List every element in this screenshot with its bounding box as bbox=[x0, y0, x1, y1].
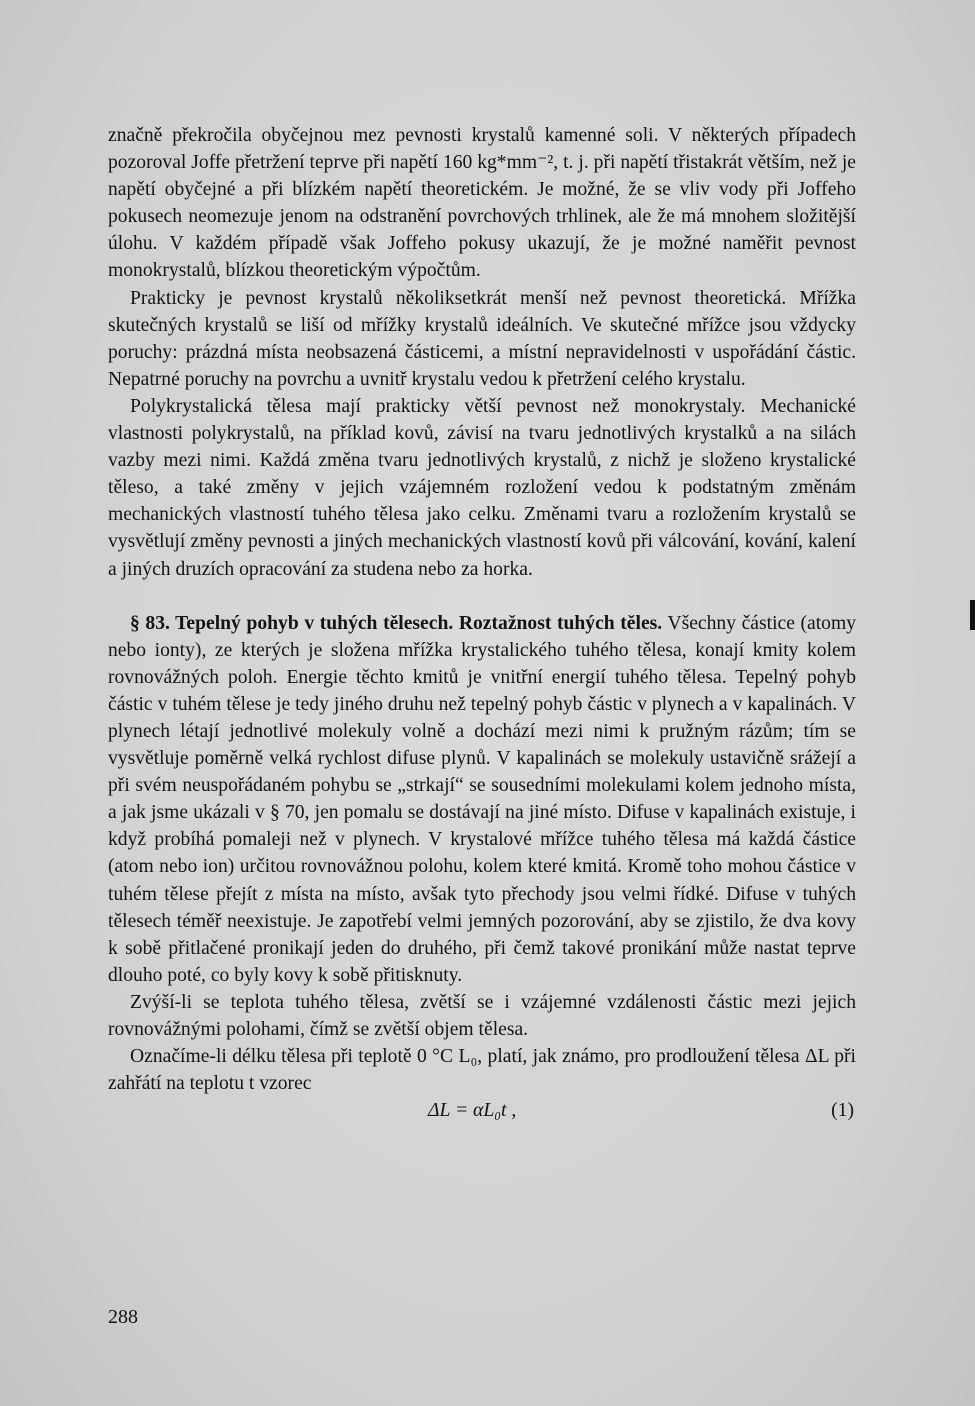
scan-edge-mark bbox=[970, 600, 975, 630]
equation-1 bbox=[108, 1097, 856, 1124]
page-number: 288 bbox=[108, 1306, 138, 1328]
section-body: Všechny částice (atomy nebo ionty), ze kterých je složena mřížka krystalického tuhého tělesa, konají kmity kolem rovnovážných poloh. Energie těchto kmitů je vnitřní energií tuhého tělesa. Tepelný pohyb částic v tuhém tělese je tedy jiného druhu než tepelný pohyb částic v plynech a v kapalinách. V plynech létají jednotlivé molekuly volně a dochází mezi nimi k pružným rázům; tím se vysvětluje poměrně velká rychlost difuse plynů. V kapalinách se molekuly ustavičně srážejí a při svém neuspořádaném pohybu se „strkají“ se sousedními molekulami kolem jednoho místa, a jak jsme ukázali v § 70, jen pomalu se dostávají na jiné místo. Difuse v kapalinách existuje, i když probíhá pomaleji než v plynech. V krystalové mřížce tuhého tělesa má každá částice (atom nebo ion) určitou rovnovážnou polohu, kolem které kmitá. Kromě toho mohou částice v tuhém tělese přejít z místa na místo, avšak tyto přechody jsou velmi řídké. Difuse v tuhých tělesech téměř neexistuje. Je zapotřebí velmi jemných pozorování, aby se zjistilo, že dva kovy k sobě přitlačené pronikají jeden do druhého, při čemž takové pronikání může nastat teprve dlouho poté, co byly kovy k sobě přitisknuty. bbox=[108, 612, 857, 986]
paragraph-heat: Zvýší-li se teplota tuhého tělesa, zvětší se i vzájemné vzdálenosti částic mezi jejich rovnovážnými polohami, čímž se zvětší objem tělesa. bbox=[108, 991, 856, 1040]
body-text bbox=[108, 122, 856, 1124]
paragraph-1: značně překročila obyčejnou mez pevnosti krystalů kamenné soli. V některých případech pozoroval Joffe přetržení teprve při napětí 160 kg*mm⁻², t. j. při napětí třistakrát větším, než je napětí obyčejné a při blízkém napětí theoretickém. Je možné, že se vliv vody při Joffeho pokusech neomezuje jenom na odstranění povrchových trhlinek, ale že má mnohem složitější úlohu. V každém případě však Joffeho pokusy ukazují, že je možné naměřit pevnost monokrystalů, blízkou theoretickým výpočtům. bbox=[108, 125, 856, 282]
section-83-paragraph bbox=[108, 610, 856, 989]
section-gap bbox=[108, 583, 856, 610]
equation-number: (1) bbox=[831, 1100, 854, 1122]
paragraph-2: Prakticky je pevnost krystalů několiksetkrát menší než pevnost theoretická. Mřížka skutečných krystalů se liší od mřížky krystalů ideálních. Ve skutečné mřížce jsou vždycky poruchy: prázdná místa neobsazená částicemi, a místní nepravidelnosti v uspořádání částic. Nepatrné poruchy na povrchu a uvnitř krystalu vedou k přetržení celého krystalu. bbox=[108, 287, 856, 390]
section-title: § 83. Tepelný pohyb v tuhých tělesech. Roztažnost tuhých těles. bbox=[130, 612, 663, 634]
equation-formula: ΔL = αL₀t , bbox=[428, 1100, 517, 1122]
paragraph-3: Polykrystalická tělesa mají prakticky větší pevnost než monokrystaly. Mechanické vlastnosti polykrystalů, na příklad kovů, závisí na tvaru jednotlivých krystalků a na silách vazby mezi nimi. Každá změna tvaru jednotlivých krystalů, z nichž je složeno krystalické těleso, a také změny v jejich vzájemném rozložení vedou k podstatným změnám mechanických vlastností tuhého tělesa jako celku. Změnami tvaru a rozložením krystalů se vysvětlují změny pevnosti a jiných mechanických vlastností kovů při válcování, kování, kalení a jiných druzích opracování za studena nebo za horka. bbox=[108, 395, 856, 580]
paragraph-length: Označíme-li délku tělesa při teplotě 0 °C L₀, platí, jak známo, pro prodloužení tělesa ΔL při zahřátí na teplotu t vzorec bbox=[108, 1046, 856, 1095]
